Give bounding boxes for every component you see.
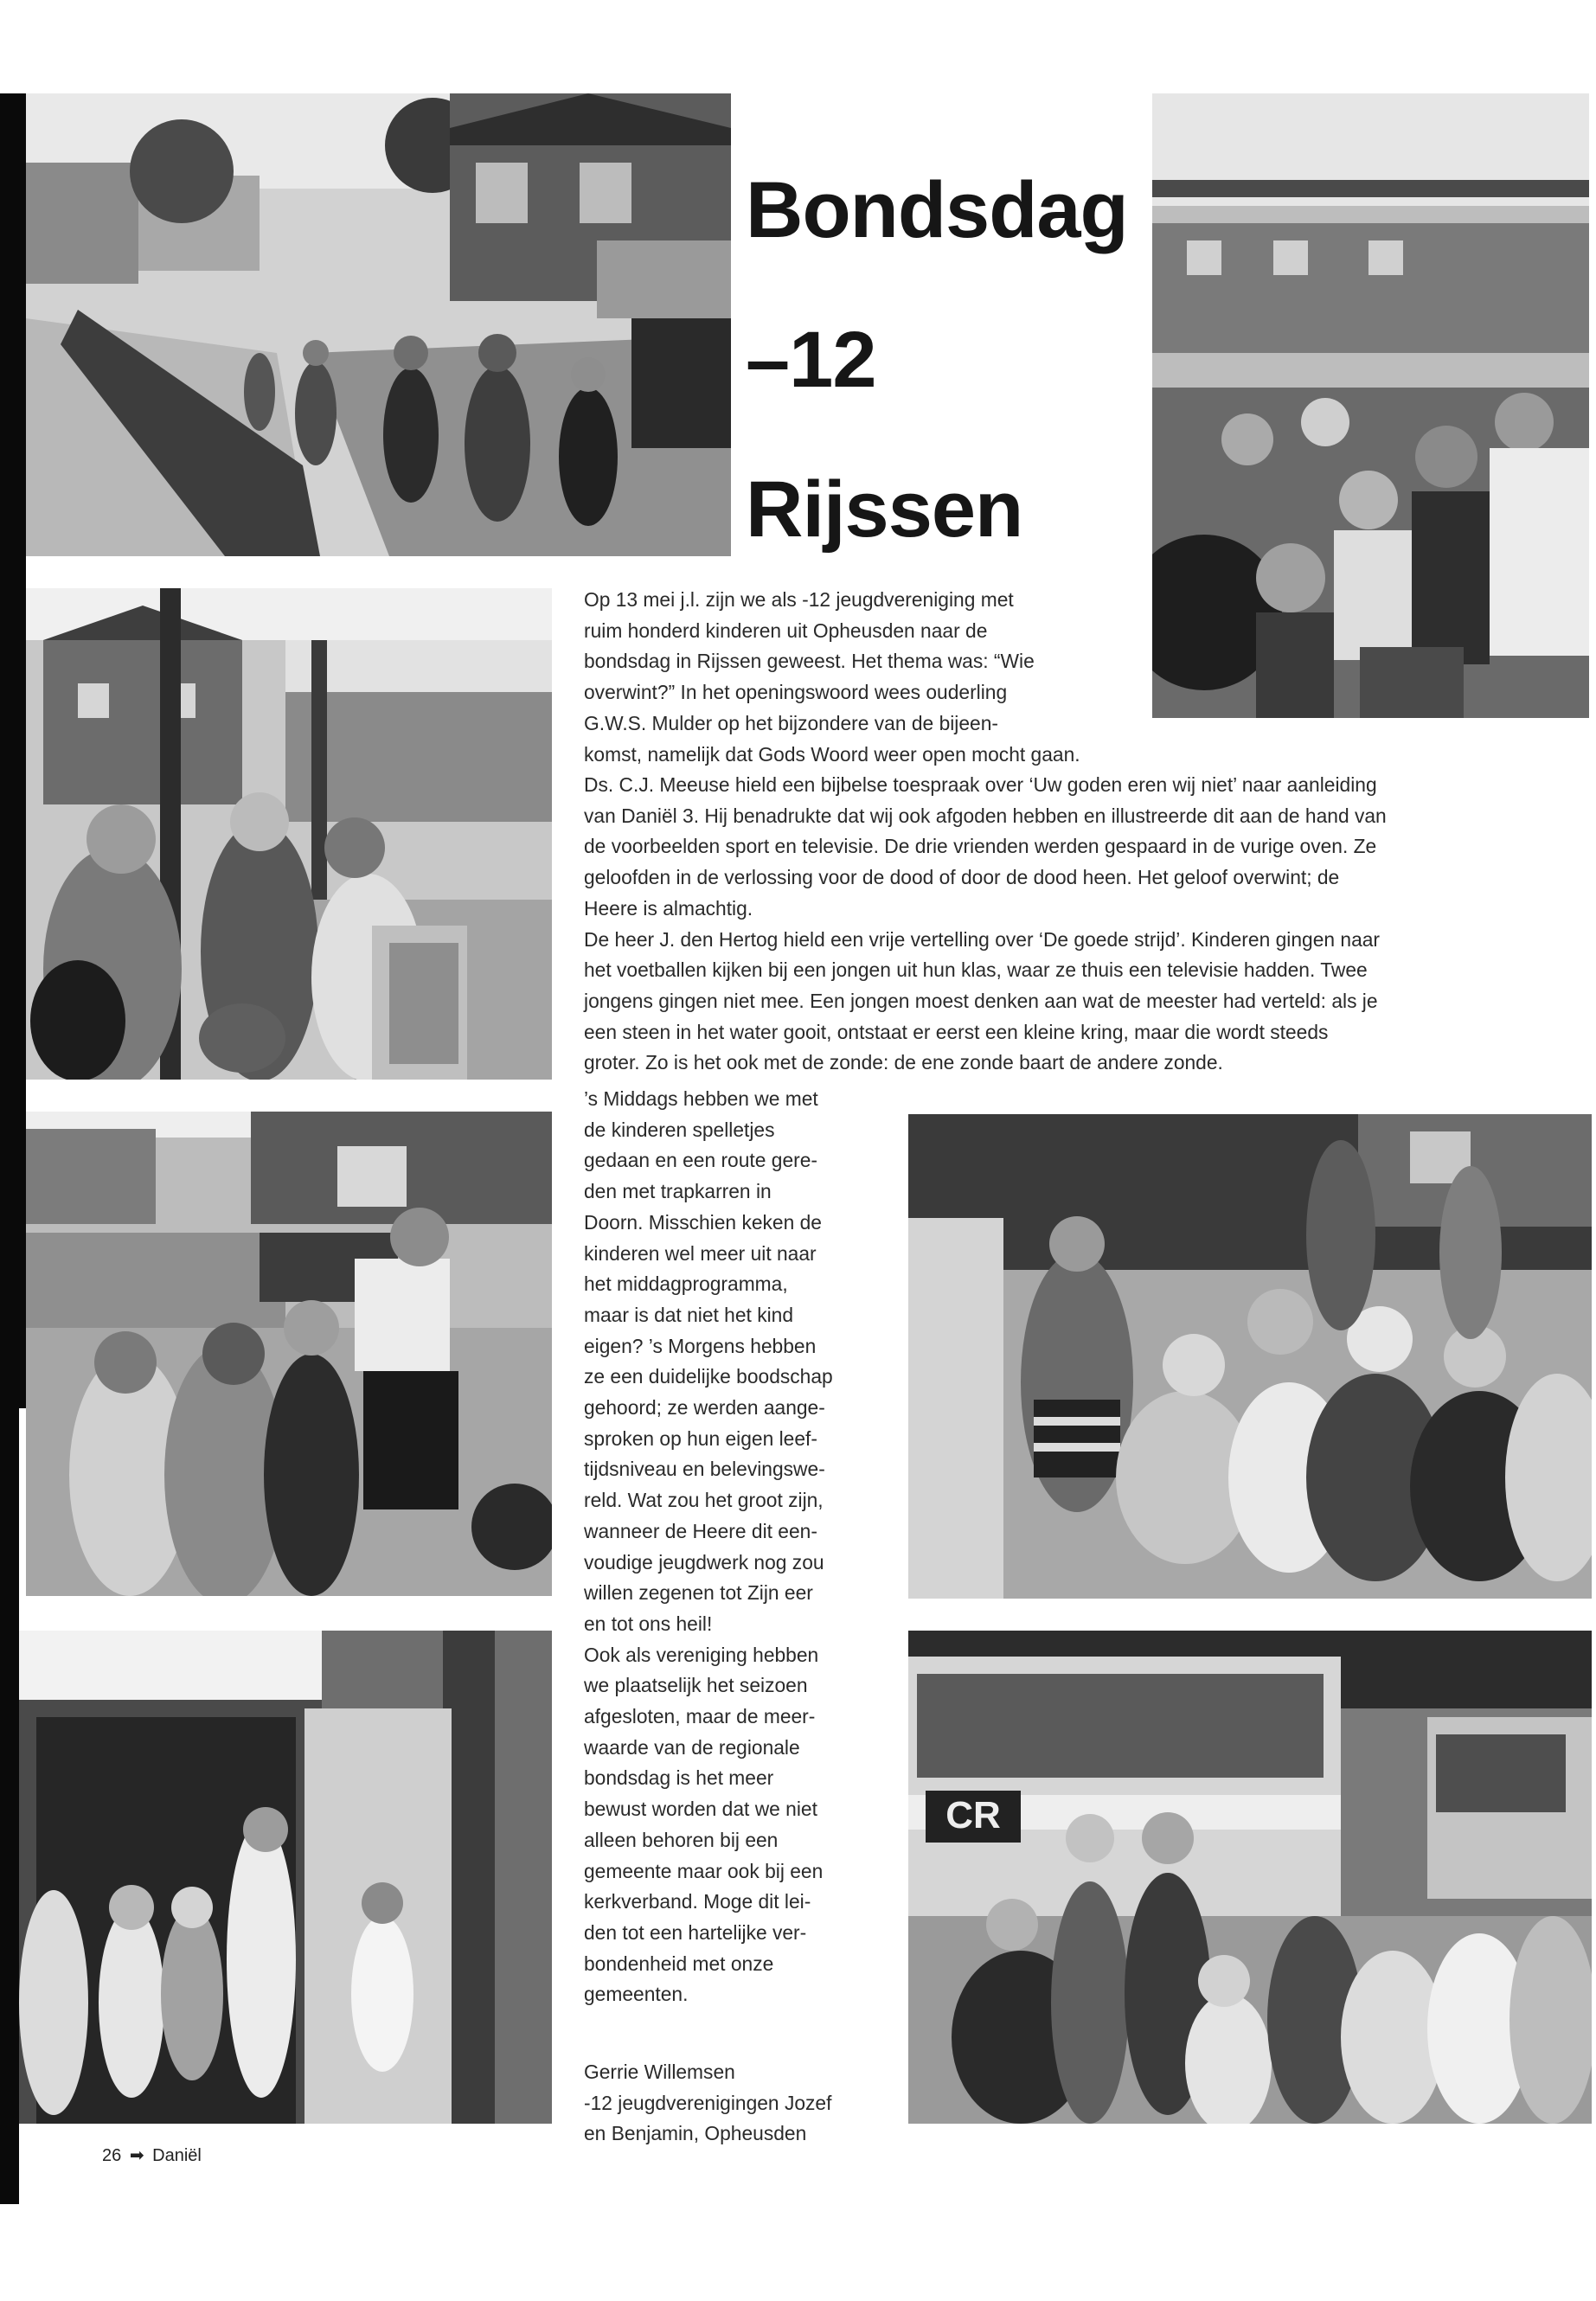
article-intro-paragraph: [584, 585, 1080, 770]
photo-children-under-canopy: [1152, 93, 1589, 718]
photo-children-sitting-outdoors: [908, 1114, 1592, 1599]
article-line: eigen? ’s Morgens hebben: [584, 1334, 817, 1357]
article-line: gehoord; ze werden aange-: [584, 1396, 825, 1420]
photo-street-procession: [26, 93, 731, 556]
article-line: bondenheid met onze: [584, 1952, 774, 1975]
bus-lettering: CR: [945, 1794, 1001, 1836]
scan-edge-bar-lower: [0, 1408, 19, 2204]
article-line: Ook als vereniging hebben: [584, 1643, 819, 1666]
article-line: bewust worden dat we niet: [584, 1798, 817, 1821]
article-line: gemeente maar ook bij een: [584, 1859, 824, 1882]
article-line: Heere is almachtig.: [584, 896, 753, 920]
article-line: reld. Wat zou het groot zijn,: [584, 1489, 824, 1512]
article-line: en tot ons heil!: [584, 1612, 713, 1635]
signature-line: -12 jeugdverenigingen Jozef: [584, 2091, 832, 2114]
arrow-right-icon: ➡: [129, 2146, 144, 2165]
photo-children-by-coach: [908, 1631, 1592, 2124]
article-line: maar is dat niet het kind: [584, 1303, 794, 1326]
article-line: alleen behoren bij een: [584, 1828, 779, 1851]
article-line: het middagprogramma,: [584, 1272, 788, 1296]
article-line: wanneer de Heere dit een-: [584, 1519, 817, 1542]
article-line: willen zegenen tot Zijn eer: [584, 1581, 813, 1605]
article-line: voudige jeugdwerk nog zou: [584, 1550, 824, 1574]
article-line: bondsdag is het meer: [584, 1766, 774, 1790]
page-number: 26: [102, 2146, 122, 2165]
article-line: de kinderen spelletjes: [584, 1118, 775, 1141]
magazine-name: Daniël: [152, 2146, 202, 2165]
article-body-wide: [584, 770, 1387, 1079]
photo-children-under-awning: [26, 588, 552, 1080]
article-title-line-2: –12: [746, 316, 876, 404]
article-line: De heer J. den Hertog hield een vrije vertelling over ‘De goede strijd’. Kinderen gingen naar: [584, 927, 1381, 951]
scan-edge-bar: [0, 93, 26, 1408]
article-line: we plaatselijk het seizoen: [584, 1674, 808, 1697]
article-line: den met trapkarren in: [584, 1180, 772, 1203]
article-title-line-3: Rijssen: [746, 465, 1023, 554]
article-line: Ds. C.J. Meeuse hield een bijbelse toespraak over ‘Uw goden eren wij niet’ naar aanleiding: [584, 773, 1377, 796]
article-line: Doorn. Misschien keken de: [584, 1210, 822, 1234]
article-line: G.W.S. Mulder op het bijzondere van de bijeen-: [584, 711, 999, 734]
page-footer: [102, 2144, 202, 2166]
photo-children-at-doorway: [19, 1631, 552, 2124]
article-line: groter. Zo is het ook met de zonde: de ene zonde baart de andere zonde.: [584, 1051, 1223, 1074]
article-signature: [584, 2057, 831, 2150]
article-line: waarde van de regionale: [584, 1735, 800, 1759]
article-line: het voetballen kijken bij een jongen uit hun klas, waar ze thuis een televisie hadden. Twee: [584, 958, 1368, 982]
article-title-line-1: Bondsdag: [746, 166, 1128, 254]
article-line: een steen in het water gooit, ontstaat er eerst een kleine kring, maar die wordt steeds: [584, 1020, 1329, 1043]
article-line: komst, namelijk dat Gods Woord weer open mocht gaan.: [584, 742, 1080, 766]
article-line: ruim honderd kinderen uit Opheusden naar de: [584, 619, 988, 642]
article-line: bondsdag in Rijssen geweest. Het thema was: “Wie: [584, 650, 1035, 673]
article-line: tijdsniveau en belevingswe-: [584, 1458, 825, 1481]
article-line: jongens gingen niet mee. Een jongen moest denken aan wat de meester had verteld: als je: [584, 989, 1378, 1012]
article-line: kerkverband. Moge dit lei-: [584, 1890, 811, 1913]
article-line: overwint?” In het openingswoord wees ouderling: [584, 681, 1008, 704]
article-line: geloofden in de verlossing voor de dood of door de dood heen. Het geloof overwint; de: [584, 866, 1340, 889]
signature-line: en Benjamin, Opheusden: [584, 2122, 807, 2145]
article-line: van Daniël 3. Hij benadrukte dat wij ook afgoden hebben en illustreerde dit aan de hand van: [584, 804, 1387, 827]
article-line: sproken op hun eigen leef-: [584, 1426, 817, 1450]
article-line: ze een duidelijke boodschap: [584, 1365, 833, 1388]
article-body-column: [584, 1084, 833, 2010]
article-line: gedaan en een route gere-: [584, 1149, 817, 1172]
article-line: gemeenten.: [584, 1983, 689, 2006]
article-line: afgesloten, maar de meer-: [584, 1705, 816, 1728]
article-line: de voorbeelden sport en televisie. De drie vrienden werden gespaard in de vurige oven. Ze: [584, 835, 1377, 858]
article-line: den tot een hartelijke ver-: [584, 1920, 807, 1944]
article-line: kinderen wel meer uit naar: [584, 1241, 817, 1265]
article-line: Op 13 mei j.l. zijn we als -12 jeugdvereniging met: [584, 588, 1014, 611]
signature-author: Gerrie Willemsen: [584, 2061, 735, 2083]
photo-girls-in-street: [26, 1112, 552, 1596]
article-line: ’s Middags hebben we met: [584, 1087, 818, 1110]
